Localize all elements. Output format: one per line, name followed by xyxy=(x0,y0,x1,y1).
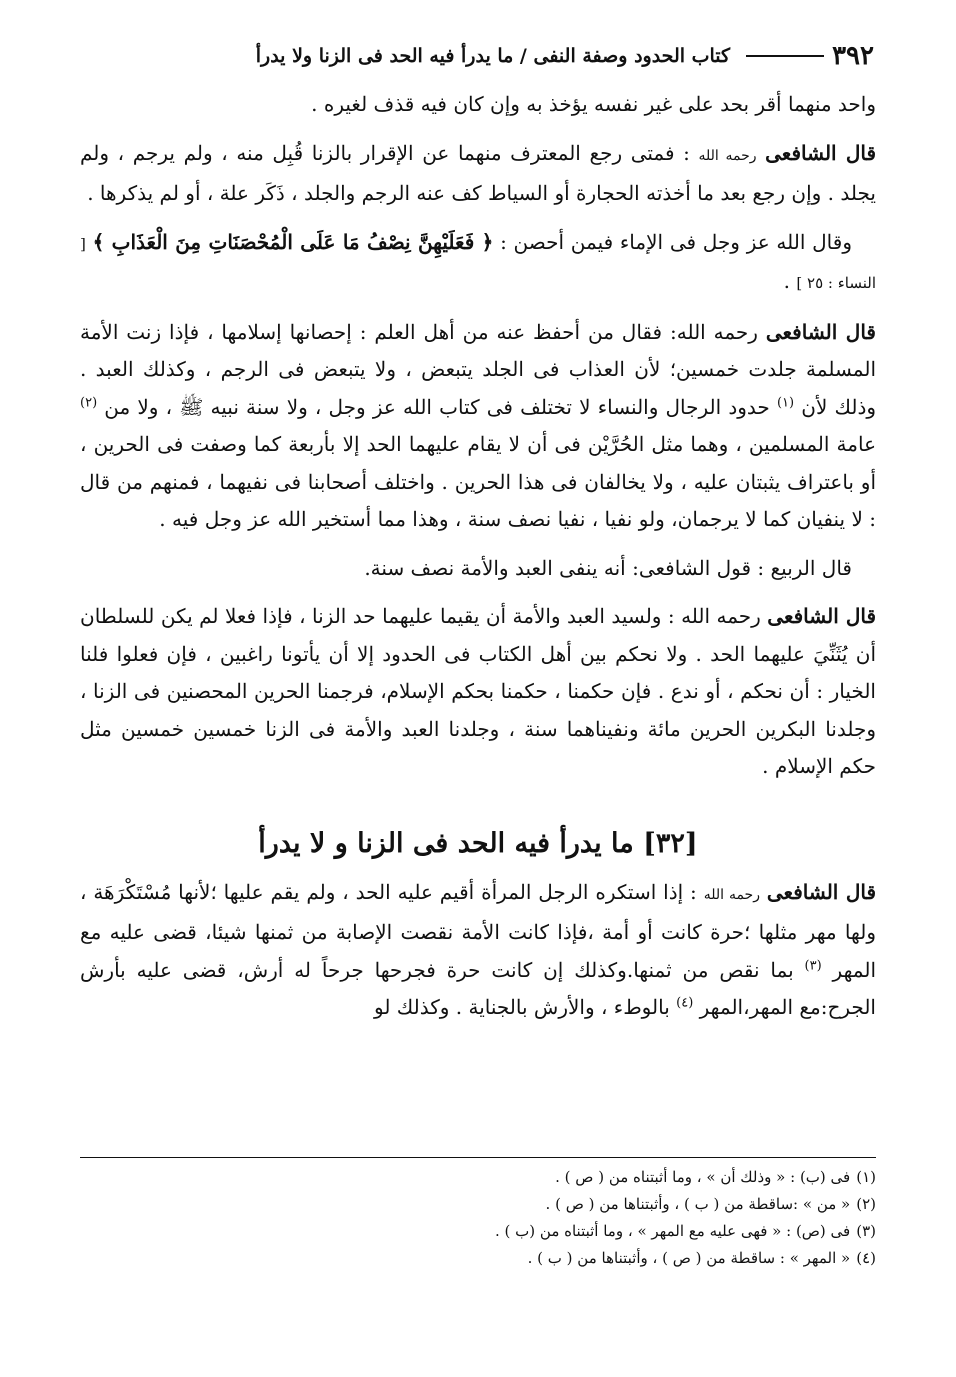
paragraph-text-b: بما نقص من ثمنها.وكذلك إن كانت حرة فجرحها جرحاً له أرش، قضى عليه بأرش الجرح:مع المهر،المهر xyxy=(80,957,876,1019)
paragraph-4 xyxy=(80,314,876,539)
quran-verse: ﴿ فَعَلَيْهِنَّ نِصْفُ مَا عَلَى الْمُحْصَنَاتِ مِنَ الْعَذَابِ ﴾ xyxy=(92,229,494,254)
footnote-text: فى (ص) : « فهى عليه مع المهر » ، وما أثبتناه من (ب ) . xyxy=(495,1222,851,1240)
paragraph-3 xyxy=(80,224,876,303)
paragraph-text: وقال الله عز وجل فى الإماء فيمن أحصن : xyxy=(493,229,852,254)
footnote-ref-3: (٣) xyxy=(804,957,822,973)
paragraph-text: رحمه الله : ولسيد العبد والأمة أن يقيما عليهما حد الزنا ، فإذا فعلا لم يكن للسلطان أن يُثَنِّيَ عليهما الحد . ولا نحكم بين أهل الكتاب فى الحدود إلا أن يأتونا راغبين ، فإن فعلوا فلنا الخيار : أن نحكم ، أو ندع . فإن حكمنا ، حكمنا بحكم الإسلام، فرجمنا الحرين المحصنين فى الزنا ، وجلدنا البكرين الحرين مائة ونفيناهما سنة ، وجلدنا العبد والأمة فى الزنا خمسين خمسين مثل حكم الإسلام . xyxy=(80,604,876,778)
footnote-text: فى (ب) : « وذلك أن » ، وما أثبتناه من ( ص ) . xyxy=(555,1168,851,1186)
paragraph-1 xyxy=(80,86,876,124)
footnote-ref-1: (١) xyxy=(776,394,795,410)
honorific: رحمه الله xyxy=(698,147,757,164)
paragraph-text-a: رحمه الله: فقال من أحفظ عنه من أهل العلم : إحصانها إسلامها ، فإذا زنت الأمة المسلمة جلدت خمسين؛ لأن العذاب فى الجلد يتبعض ، ولا يتبعض فى الرجم ، وكذلك العبد . وذلك لأن xyxy=(80,319,877,419)
speaker-lead: قال الشافعى xyxy=(765,140,877,165)
paragraph-text: : فمتى رجع المعترف منهما عن الإقرار بالزنا قُبِل منه ، ولم يرجم ، ولم يجلد . وإن رجع بعد ما أخذته الحجارة أو السياط كف عنه الرجم والجلد ، ذَكَر علة ، أو لم يذكرها . xyxy=(80,140,876,205)
footnote-item xyxy=(80,1164,876,1191)
footnote-item xyxy=(80,1191,876,1218)
paragraph-text-c: عامة المسلمين ، وهما مثل الحُرَّيْن فى أن لا يقام عليهما الحد إلا بأربعة كما وصفت فى الحرين ، أو باعتراف يثبتان عليه ، ولا يخالفان فى هذا الحرين . واختلف أصحابنا فى نفيهما ، فمنهم من قال : لا ينفيان كما لا يرجمان، ولو نفيا ، نفيا نصف سنة ، وهذا مما أستخير الله عز وجل فيه . xyxy=(80,432,876,531)
header-rule xyxy=(746,55,824,57)
verse-citation: [ النساء : ٢٥ ] xyxy=(80,234,876,292)
paragraph-text: واحد منهما أقر بحد على غير نفسه يؤخذ به وإن كان فيه قذف لغيره . xyxy=(311,92,876,116)
honorific: رحمه الله xyxy=(703,886,760,903)
section-heading: [٣٢] ما يدرأ فيه الحد فى الزنا و لا يدرأ xyxy=(258,827,698,859)
page-number: ٣٩٢ xyxy=(832,41,874,71)
speaker-lead: قال الشافعى xyxy=(765,319,876,344)
footnote-text: « المهر » : ساقطة من ( ص ) ، وأثبتناها من ( ب ) . xyxy=(527,1249,851,1267)
paragraph-text-c: بالوطء ، والأرش بالجناية . وكذلك لو xyxy=(374,995,670,1019)
paragraph-text: قال الربيع : قول الشافعى: أنه ينفى العبد والأمة نصف سنة. xyxy=(364,555,852,580)
footnote-item xyxy=(80,1218,876,1245)
footnote-label: (٤) xyxy=(856,1249,876,1267)
footnote-item xyxy=(80,1245,876,1272)
footnotes xyxy=(80,1157,876,1272)
footnote-label: (٣) xyxy=(856,1222,876,1240)
footnote-ref-2: (٢) xyxy=(80,394,98,410)
paragraph-6 xyxy=(80,598,876,786)
paragraph-2 xyxy=(80,135,876,213)
speaker-lead: قال الشافعى xyxy=(767,604,877,628)
main-text xyxy=(80,86,876,1038)
running-title: كتاب الحدود وصفة النفى / ما يدرأ فيه الحد فى الزنا ولا يدرأ xyxy=(255,45,731,67)
footnote-label: (٢) xyxy=(856,1195,876,1213)
paragraph-text-b: حدود الرجال والنساء لا تختلف فى كتاب الله عز وجل ، ولا سنة نبيه ﷺ ، ولا من xyxy=(104,394,770,419)
paragraph-text-a: : إذا استكره الرجل المرأة أقيم عليه الحد ، ولم يقم عليها ؛لأنها مُسْتَكْرَهَة ، ولها مهر مثلها ؛حرة كانت أو أمة ،فإذا كانت الأمة نقصت الإصابة من ثمنها شيئا، قضى عليه مع المهر xyxy=(80,879,877,982)
footnote-label: (١) xyxy=(856,1168,876,1186)
footnote-ref-4: (٤) xyxy=(676,995,694,1011)
paragraph-5 xyxy=(80,550,876,588)
footnote-text: « من » :ساقطة من ( ب ) ، وأثبتناها من ( ص ) . xyxy=(545,1195,851,1213)
page-header xyxy=(82,36,874,76)
section-paragraph xyxy=(80,874,876,1027)
paragraph-tail: . xyxy=(783,269,791,293)
speaker-lead: قال الشافعى xyxy=(766,879,877,904)
